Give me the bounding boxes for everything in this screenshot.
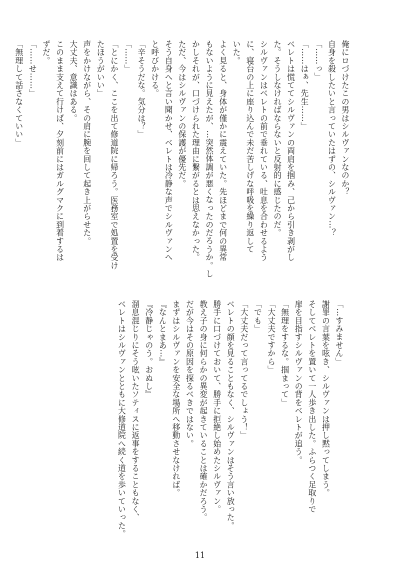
text-line: 「……」 bbox=[123, 40, 133, 73]
text-line: 謝罪の言葉を呟き、シルヴァンは押し黙ってしまう。 bbox=[321, 300, 331, 497]
text-line: もないように見えたが、…突然体調が悪くなったのだろうか。し bbox=[205, 40, 215, 278]
text-line: 「……せ……」 bbox=[28, 40, 38, 98]
text-line: いた。 bbox=[232, 40, 242, 65]
text-line: 大丈夫、意識はある。 bbox=[69, 40, 79, 122]
text-line: 「無理をするな。掴まって」 bbox=[280, 300, 290, 407]
text-line: 扉を目指すシルヴァンの背をベレトが追う。 bbox=[294, 300, 304, 464]
text-line: 「大丈夫ですから」 bbox=[267, 300, 277, 374]
bottom-text-block bbox=[115, 300, 346, 538]
text-line: ベレトの顔を見ることもなく、シルヴァンはそう言い放った。 bbox=[226, 300, 236, 530]
text-line: 「でも」 bbox=[253, 300, 263, 333]
top-text-block bbox=[12, 40, 352, 285]
text-line: 「…すみません」 bbox=[335, 300, 344, 366]
text-line: まずはシルヴァンを安全な場所へ移動させなければ。 bbox=[171, 300, 181, 497]
text-line: そう自身へと言い聞かせ、ベレトは冷静な声でシルヴァンへ bbox=[164, 40, 174, 262]
text-line: 「とにかく、ここを出て修道院に帰ろう。医務室で処置を受け bbox=[109, 40, 119, 270]
text-line: このまま支えて行けば、夕刻前にはガルグマクに到着するは bbox=[55, 40, 65, 262]
text-line: 「……はぁ、先生……」 bbox=[300, 40, 310, 131]
text-line: ベレトは慌ててシルヴァンの両肩を掴み、己から引き剥がし bbox=[286, 40, 296, 262]
text-line: 『冷静じゃのう。おぬし』 bbox=[144, 300, 154, 399]
text-line: 教え子の身に何らかの異変が起きていることは確かだろう。 bbox=[199, 300, 209, 522]
page-number: 11 bbox=[194, 551, 206, 560]
text-line: ただ、今はシルヴァンの保護が優先だ。 bbox=[177, 40, 187, 188]
text-line: ベレトはシルヴァンとともに大修道院へ続く道を歩いていった。 bbox=[117, 300, 127, 538]
text-line: 『なんとまあ…』 bbox=[158, 300, 168, 366]
text-line: 「無理して話さなくていい」 bbox=[14, 40, 24, 147]
text-line: ずだ。 bbox=[41, 40, 51, 65]
text-line: 俺にロづけたこの男はシルヴァンなのか？ bbox=[341, 40, 350, 196]
text-line: 「……っ」 bbox=[313, 40, 323, 81]
text-line: に、寝台の上に座り込んで未だ苦しげな呼吸を繰り返して bbox=[245, 40, 255, 254]
text-line: 自身を殺したいと言っていたはずの、シルヴァン…？ bbox=[327, 40, 337, 237]
text-line: 「大丈夫だって言ってるでしょう！」 bbox=[239, 300, 249, 440]
text-line: シルヴァンはベレトの前で垂れている、吐息を合わせるよう bbox=[259, 40, 269, 262]
text-line: 溜息混じりにそう呟いたソティスに返事をすることもなく、 bbox=[131, 300, 141, 522]
text-line: よく見ると、身体が僅かに震えていた。先ほどまで何の異常 bbox=[218, 40, 228, 262]
text-line: だが今はその原因を探るべきではない。 bbox=[185, 300, 195, 448]
text-line: かしそれが、口づけられた理由に繋がるとは思えなかった。 bbox=[191, 40, 201, 262]
text-line: そしてベレトを置いて一人歩き出した。ふらつく足取りで bbox=[307, 300, 317, 514]
text-line: 声をかけながら、その肩に腕を回して起き上がらせた。 bbox=[82, 40, 92, 245]
text-line: 「辛そうだな。気分は？」 bbox=[137, 40, 147, 139]
text-line: たほうがいい」 bbox=[96, 40, 106, 98]
text-line: と呼びかける。 bbox=[150, 40, 160, 98]
text-line: た。そうしなければならないと反射的に感じたのだ。 bbox=[273, 40, 283, 237]
text-line: 勝手に口づけておいて、勝手に拒絶し始めたシルヴァン。 bbox=[212, 300, 222, 514]
